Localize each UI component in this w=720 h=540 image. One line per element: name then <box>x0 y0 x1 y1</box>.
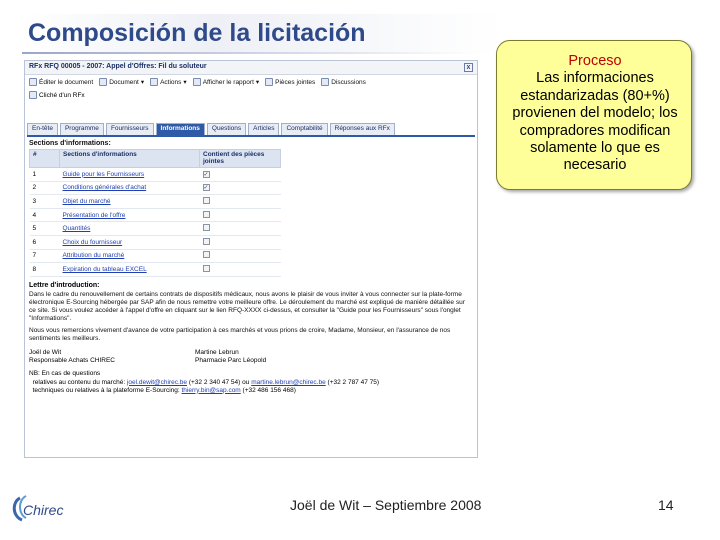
section-link[interactable]: Expiration du tableau EXCEL <box>60 263 200 277</box>
letter-paragraph-1: Dans le cadre du renouvellement de certains contrats de dispositifs médicaux, nous avons le plaisir de vous inviter à vous connecter sur la plate-forme électronique E-Sourcing hébergée par SAP afin de nous remettre votre meilleure offre. Le déroulement du marché est expliqué de manière détaillée sur ce site. Si vous voulez accéder à l'appel d'offre en cliquant sur le lien RFQ-XXXX ci-dessus, et consulter la "Guide pour les Fournisseurs" sous l'onglet "Informations". <box>29 290 465 323</box>
attachment-checkbox[interactable]: ✓ <box>203 171 209 178</box>
tab-rfx-responses[interactable]: Réponses aux RFx <box>330 123 395 135</box>
screenshot-header-text: RFx RFQ 00005 - 2007: Appel d'Offres: Fil du soluteur <box>29 63 207 70</box>
attachment-cell <box>200 208 281 222</box>
sections-table <box>29 149 281 277</box>
table-row <box>30 181 281 195</box>
title-underline <box>22 52 482 54</box>
sap-screenshot <box>24 60 478 458</box>
chirec-logo <box>10 490 70 526</box>
attachment-cell <box>200 249 281 263</box>
email-link-sap[interactable]: thierry.bin@sap.com <box>181 386 241 394</box>
section-link[interactable]: Objet du marché <box>60 195 200 209</box>
questions-line-2 <box>29 387 473 395</box>
introduction-letter <box>25 291 477 343</box>
tab-suppliers[interactable]: Fournisseurs <box>106 123 154 135</box>
section-link[interactable]: Guide pour les Fournisseurs <box>60 168 200 182</box>
document-icon <box>99 78 107 86</box>
attachments-button[interactable] <box>265 78 315 86</box>
callout-body: Las informaciones estandarizadas (80+%) provienen del modelo; los compradores modifican solamente lo que es necesario <box>512 70 678 174</box>
attachment-checkbox[interactable] <box>203 197 210 204</box>
edit-icon <box>29 78 37 86</box>
attachment-cell <box>200 168 281 182</box>
slide-title: Composición de la licitación <box>28 19 366 47</box>
signature-1-role: Responsable Achats CHIREC <box>29 357 115 365</box>
table-row <box>30 208 281 222</box>
toolbar-label: Discussions <box>331 78 366 86</box>
section-number: 3 <box>30 195 60 209</box>
tab-questions[interactable]: Questions <box>207 123 246 135</box>
edit-document-button[interactable] <box>29 78 93 86</box>
section-number: 4 <box>30 208 60 222</box>
section-number: 2 <box>30 181 60 195</box>
section-number: 6 <box>30 235 60 249</box>
toolbar-label: Éditer le document <box>39 78 94 86</box>
section-link[interactable]: Choix du fournisseur <box>60 235 200 249</box>
signatures <box>25 346 477 365</box>
toolbar-label: Actions <box>160 78 182 86</box>
report-icon <box>193 78 201 86</box>
questions-line-1-prefix: relatives au contenu du marché: <box>32 378 126 386</box>
email-link-dewit[interactable]: joel.dewit@chirec.be <box>126 378 188 386</box>
table-row <box>30 168 281 182</box>
attachment-cell <box>200 263 281 277</box>
discussion-icon <box>321 78 329 86</box>
tab-information[interactable]: Informations <box>156 123 205 135</box>
process-callout <box>496 40 692 190</box>
screenshot-toolbar <box>25 75 477 89</box>
questions-line-2-tail: (+32 486 156 468) <box>242 386 296 394</box>
letter-paragraph-2: Nous vous remercions vivement d'avance de votre participation à ces marchés et vous prions de croire, Madame, Monsieur, en l'assurance de nos sentiments les meilleurs. <box>29 326 451 342</box>
tab-strip <box>25 123 477 135</box>
table-row <box>30 249 281 263</box>
attachment-checkbox[interactable] <box>203 251 210 258</box>
attachment-cell <box>200 235 281 249</box>
page-number: 14 <box>658 497 674 513</box>
attachment-checkbox[interactable] <box>203 265 210 272</box>
section-number: 7 <box>30 249 60 263</box>
questions-heading: NB: En cas de questions <box>29 370 101 378</box>
attachment-cell <box>200 195 281 209</box>
close-icon[interactable]: x <box>464 63 473 72</box>
table-row <box>30 195 281 209</box>
show-report-button[interactable]: Afficher le rapport ▾ <box>193 78 259 86</box>
callout-title: Proceso <box>568 53 622 69</box>
questions-line-1-mid: (+32 2 340 47 54) ou <box>188 378 250 386</box>
callout-text <box>503 53 687 175</box>
signature-2-name: Martine Lebrun <box>195 348 239 356</box>
letter-heading: Lettre d'introduction: <box>29 281 100 289</box>
questions-line-1-tail: (+32 2 787 47 75) <box>327 378 380 386</box>
column-header-section: Sections d'informations <box>60 150 200 168</box>
signature-1-name: Joël de Wit <box>29 348 62 356</box>
email-link-lebrun[interactable]: martine.lebrun@chirec.be <box>251 378 326 386</box>
section-number: 1 <box>30 168 60 182</box>
svg-text:Chirec: Chirec <box>23 502 64 518</box>
section-number: 5 <box>30 222 60 236</box>
signature-2-role: Pharmacie Parc Léopold <box>195 357 267 365</box>
toolbar-label: Document <box>109 78 139 86</box>
snapshot-link[interactable] <box>25 89 477 101</box>
tab-articles[interactable]: Articles <box>248 123 279 135</box>
toolbar-label: Afficher le rapport <box>202 78 254 86</box>
section-link[interactable]: Conditions générales d'achat <box>60 181 200 195</box>
questions-line-1 <box>29 379 473 387</box>
section-number: 8 <box>30 263 60 277</box>
actions-menu-button[interactable]: Actions ▾ <box>150 78 187 86</box>
snapshot-label: Cliché d'un RFx <box>39 91 85 99</box>
snapshot-icon <box>29 91 37 99</box>
footer-author: Joël de Wit – Septiembre 2008 <box>290 497 482 513</box>
sections-heading: Sections d'informations: <box>29 140 111 147</box>
section-link[interactable]: Attribution du marché <box>60 249 200 263</box>
section-link[interactable]: Présentation de l'offre <box>60 208 200 222</box>
questions-note <box>25 365 477 395</box>
tab-header[interactable]: En-tête <box>27 123 58 135</box>
document-menu-button[interactable]: Document ▾ <box>99 78 144 86</box>
attachment-checkbox[interactable]: ✓ <box>203 185 209 192</box>
tab-accounting[interactable]: Comptabilité <box>281 123 327 135</box>
discussions-button[interactable] <box>321 78 366 86</box>
table-row <box>30 263 281 277</box>
attachment-checkbox[interactable] <box>203 238 210 245</box>
attachment-checkbox[interactable] <box>203 211 210 218</box>
tab-program[interactable]: Programme <box>60 123 104 135</box>
toolbar-label: Pièces jointes <box>275 78 316 86</box>
attachment-checkbox[interactable] <box>203 224 210 231</box>
table-row <box>30 222 281 236</box>
attachment-cell <box>200 181 281 195</box>
table-row <box>30 235 281 249</box>
questions-line-2-prefix: techniques ou relatives à la plateforme E-Sourcing: <box>32 386 180 394</box>
column-header-attachments: Contient des pièces jointes <box>200 150 281 168</box>
paperclip-icon <box>265 78 273 86</box>
column-header-number: # <box>30 150 60 168</box>
attachment-cell <box>200 222 281 236</box>
actions-icon <box>150 78 158 86</box>
screenshot-header <box>25 61 477 75</box>
section-link[interactable]: Quantités <box>60 222 200 236</box>
